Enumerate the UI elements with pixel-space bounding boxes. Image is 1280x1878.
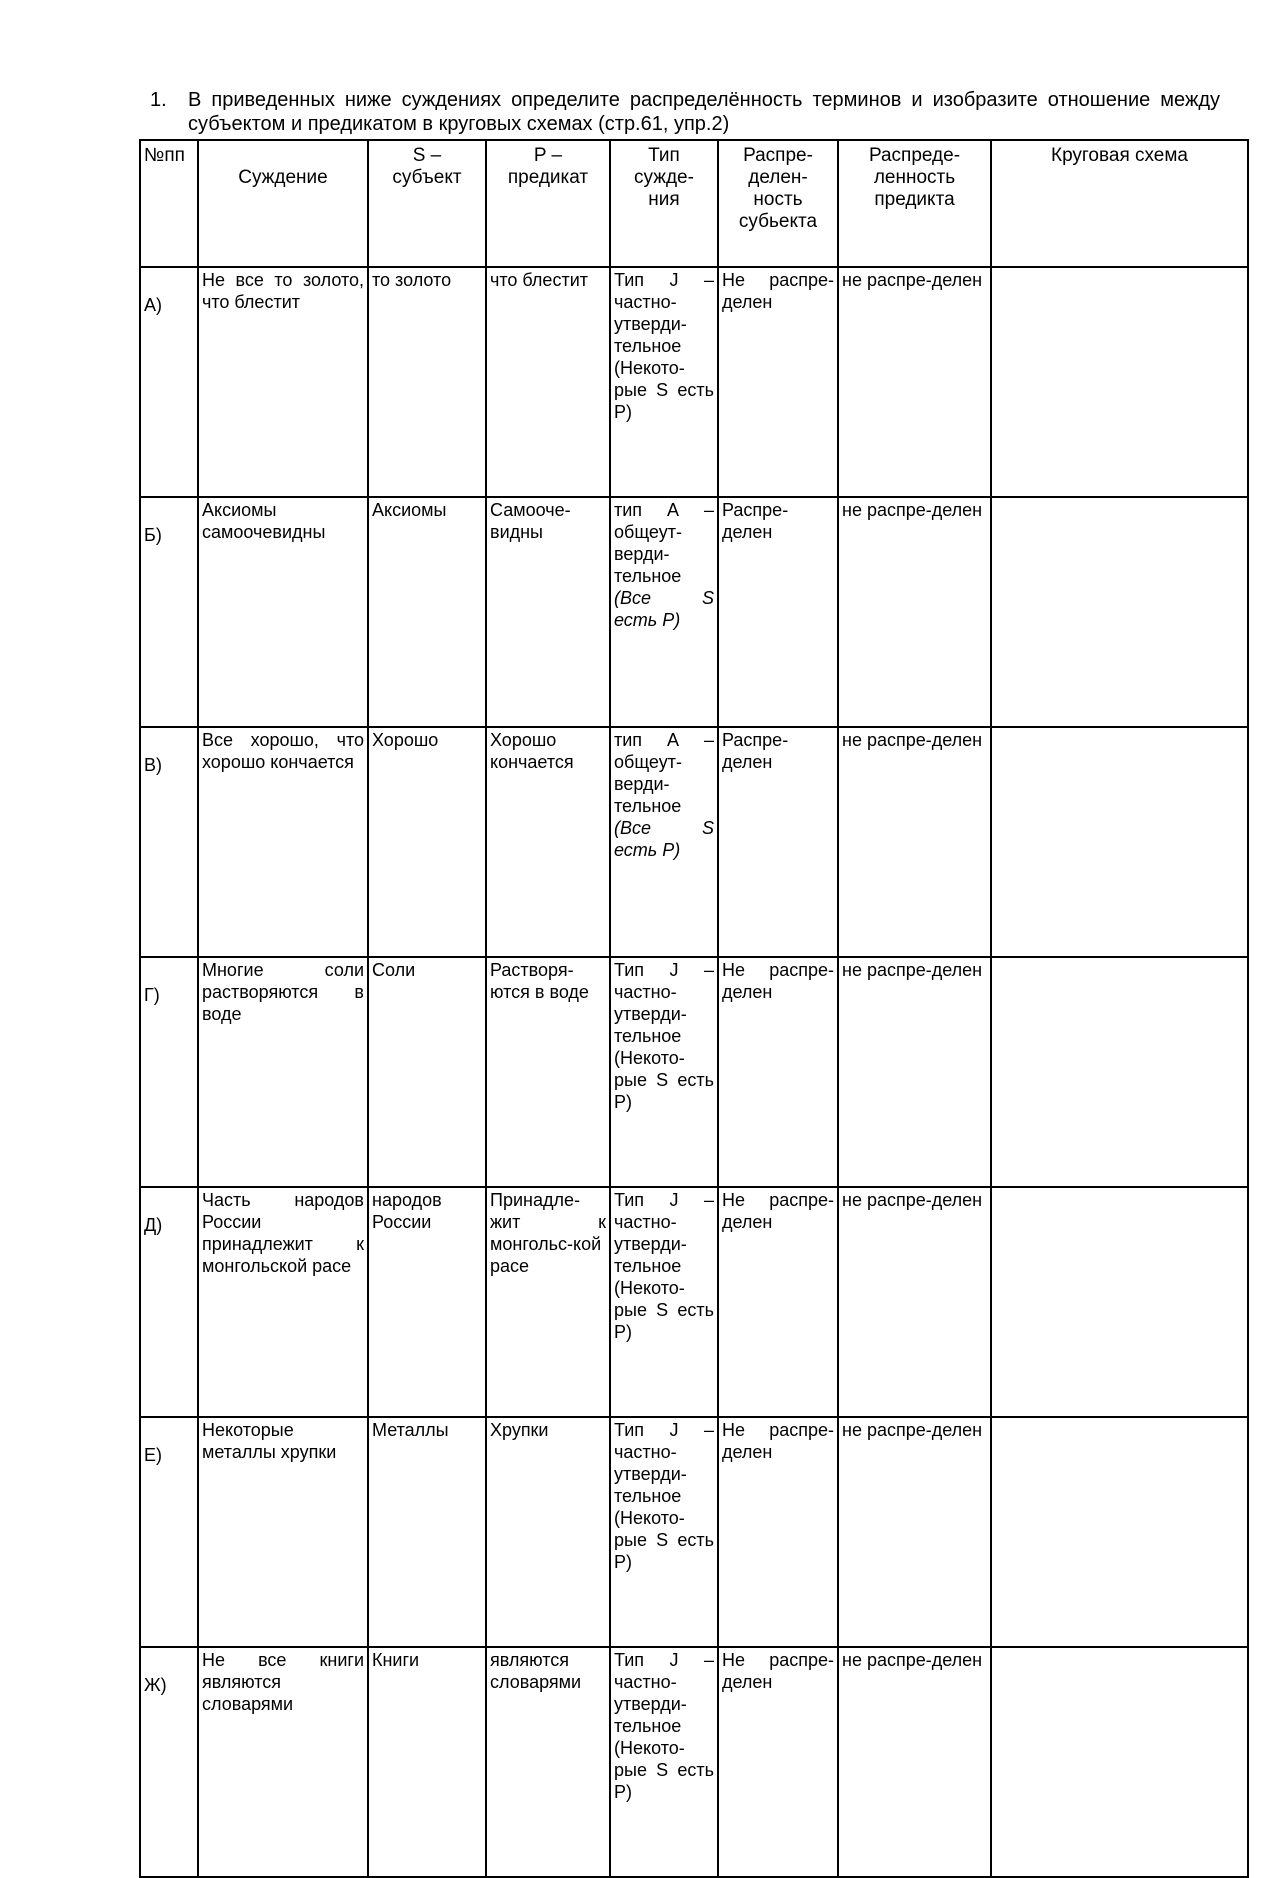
cell-subject: Металлы (372, 1420, 449, 1440)
header-predicate-distribution: Распреде- ленность предикта (838, 140, 991, 267)
cell-type: Тип J – частно-утверди-тельное (Некото-рые S есть P) (614, 1650, 714, 1802)
row-subject (368, 497, 486, 727)
cell-subject: Соли (372, 960, 416, 980)
cell-pred-dist: не распре-делен (842, 1420, 983, 1440)
row-predicate-distribution (838, 957, 991, 1187)
cell-judgment: Многие соли растворяются в воде (202, 960, 364, 1024)
row-number (140, 497, 198, 727)
cell-predicate: Хорошо кончается (490, 730, 574, 772)
cell-num: А) (144, 295, 162, 315)
row-circle-scheme[interactable] (991, 957, 1248, 1187)
row-subject (368, 1647, 486, 1877)
row-type (610, 267, 718, 497)
row-circle-scheme[interactable] (991, 267, 1248, 497)
cell-judgment: Аксиомы самоочевидны (202, 500, 326, 542)
row-predicate (486, 497, 610, 727)
row-circle-scheme[interactable] (991, 1647, 1248, 1877)
row-predicate (486, 267, 610, 497)
cell-subject: народов России (372, 1190, 442, 1232)
row-subject-distribution (718, 1417, 838, 1647)
row-subject (368, 957, 486, 1187)
cell-judgment: Не все книги являются словарями (202, 1650, 364, 1714)
row-judgment (198, 957, 368, 1187)
cell-judgment: Часть народов России принадлежит к монгольской расе (202, 1190, 364, 1276)
table-row (140, 267, 1248, 497)
cell-pred-dist: не распре-делен (842, 730, 983, 750)
row-subject (368, 1187, 486, 1417)
row-type (610, 497, 718, 727)
cell-pred-dist: не распре-делен (842, 1190, 983, 1210)
header-num: №пп (140, 140, 198, 267)
row-subject-distribution (718, 957, 838, 1187)
row-predicate (486, 1187, 610, 1417)
row-number (140, 1647, 198, 1877)
judgments-table (139, 139, 1249, 1878)
cell-subj-dist: Не распре-делен (722, 1650, 834, 1692)
cell-subject: Аксиомы (372, 500, 447, 520)
header-judgment: Суждение (198, 140, 368, 267)
table-row (140, 497, 1248, 727)
row-judgment (198, 727, 368, 957)
task-text: В приведенных ниже суждениях определите распределённость терминов и изобразите отношение между субъектом и предикатом в круговых схемах (стр.61, упр.2) (188, 89, 1220, 135)
table-row (140, 1647, 1248, 1877)
cell-pred-dist: не распре-делен (842, 1650, 983, 1670)
row-predicate (486, 957, 610, 1187)
row-subject-distribution (718, 497, 838, 727)
row-predicate-distribution (838, 1187, 991, 1417)
table-row (140, 957, 1248, 1187)
cell-subject: Книги (372, 1650, 420, 1670)
cell-predicate: Растворя-ются в воде (490, 960, 589, 1002)
row-judgment (198, 1187, 368, 1417)
row-number (140, 957, 198, 1187)
row-subject (368, 1417, 486, 1647)
cell-type-italic: (Все S есть P) (614, 818, 714, 860)
cell-subj-dist: Распре-делен (722, 500, 789, 542)
cell-pred-dist: не распре-делен (842, 270, 983, 290)
row-type (610, 1647, 718, 1877)
cell-type: Тип J – частно-утверди-тельное (Некото-рые S есть P) (614, 270, 714, 422)
row-number (140, 1187, 198, 1417)
row-type (610, 1187, 718, 1417)
row-subject-distribution (718, 1647, 838, 1877)
task-number: 1. (150, 89, 167, 111)
cell-judgment: Все хорошо, что хорошо кончается (202, 730, 364, 772)
table-row (140, 1187, 1248, 1417)
cell-num: Г) (144, 985, 160, 1005)
row-circle-scheme[interactable] (991, 497, 1248, 727)
row-circle-scheme[interactable] (991, 1417, 1248, 1647)
header-type: Тип сужде- ния (610, 140, 718, 267)
row-circle-scheme[interactable] (991, 1187, 1248, 1417)
header-subject: S – субъект (368, 140, 486, 267)
cell-predicate: Самооче-видны (490, 500, 571, 542)
cell-num: Е) (144, 1445, 162, 1465)
cell-num: В) (144, 755, 162, 775)
row-predicate-distribution (838, 497, 991, 727)
cell-subj-dist: Не распре-делен (722, 960, 834, 1002)
cell-judgment: Не все то золото, что блестит (202, 270, 364, 312)
cell-predicate: что блестит (490, 270, 588, 290)
row-type (610, 1417, 718, 1647)
cell-judgment: Некоторые металлы хрупки (202, 1420, 337, 1462)
cell-type-italic: (Все S есть P) (614, 588, 714, 630)
row-circle-scheme[interactable] (991, 727, 1248, 957)
cell-subj-dist: Не распре-делен (722, 1190, 834, 1232)
header-predicate: P – предикат (486, 140, 610, 267)
row-subject (368, 267, 486, 497)
cell-subj-dist: Распре-делен (722, 730, 789, 772)
cell-type: Тип J – частно-утверди-тельное (Некото-рые S есть P) (614, 1190, 714, 1342)
row-predicate-distribution (838, 1647, 991, 1877)
table-row (140, 727, 1248, 957)
table-row (140, 1417, 1248, 1647)
row-predicate (486, 1647, 610, 1877)
cell-num: Ж) (144, 1675, 167, 1695)
header-subject-distribution: Распре- делен- ность субьекта (718, 140, 838, 267)
cell-num: Б) (144, 525, 162, 545)
cell-type: Тип J – частно-утверди-тельное (Некото-рые S есть P) (614, 1420, 714, 1572)
row-number (140, 727, 198, 957)
row-judgment (198, 267, 368, 497)
cell-type: тип А – общеут-верди-тельное (614, 730, 714, 816)
row-predicate (486, 1417, 610, 1647)
row-predicate-distribution (838, 1417, 991, 1647)
cell-pred-dist: не распре-делен (842, 500, 983, 520)
row-predicate-distribution (838, 267, 991, 497)
row-predicate-distribution (838, 727, 991, 957)
row-predicate (486, 727, 610, 957)
row-subject (368, 727, 486, 957)
row-subject-distribution (718, 1187, 838, 1417)
row-judgment (198, 1417, 368, 1647)
row-number (140, 1417, 198, 1647)
row-type (610, 957, 718, 1187)
cell-predicate: Хрупки (490, 1420, 549, 1440)
cell-predicate: Принадле-жит к монгольс-кой расе (490, 1190, 606, 1276)
cell-subj-dist: Не распре-делен (722, 1420, 834, 1462)
cell-predicate: являются словарями (490, 1650, 582, 1692)
row-type (610, 727, 718, 957)
header-circle-scheme: Круговая схема (991, 140, 1248, 267)
cell-subject: то золото (372, 270, 452, 290)
cell-subj-dist: Не распре-делен (722, 270, 834, 312)
row-subject-distribution (718, 727, 838, 957)
row-subject-distribution (718, 267, 838, 497)
cell-type: тип А – общеут-верди-тельное (614, 500, 714, 586)
cell-pred-dist: не распре-делен (842, 960, 983, 980)
row-judgment (198, 1647, 368, 1877)
row-judgment (198, 497, 368, 727)
cell-type: Тип J – частно-утверди-тельное (Некото-рые S есть P) (614, 960, 714, 1112)
cell-subject: Хорошо (372, 730, 439, 750)
cell-num: Д) (144, 1215, 163, 1235)
row-number (140, 267, 198, 497)
header-row (140, 140, 1248, 267)
task-statement (150, 88, 1220, 136)
